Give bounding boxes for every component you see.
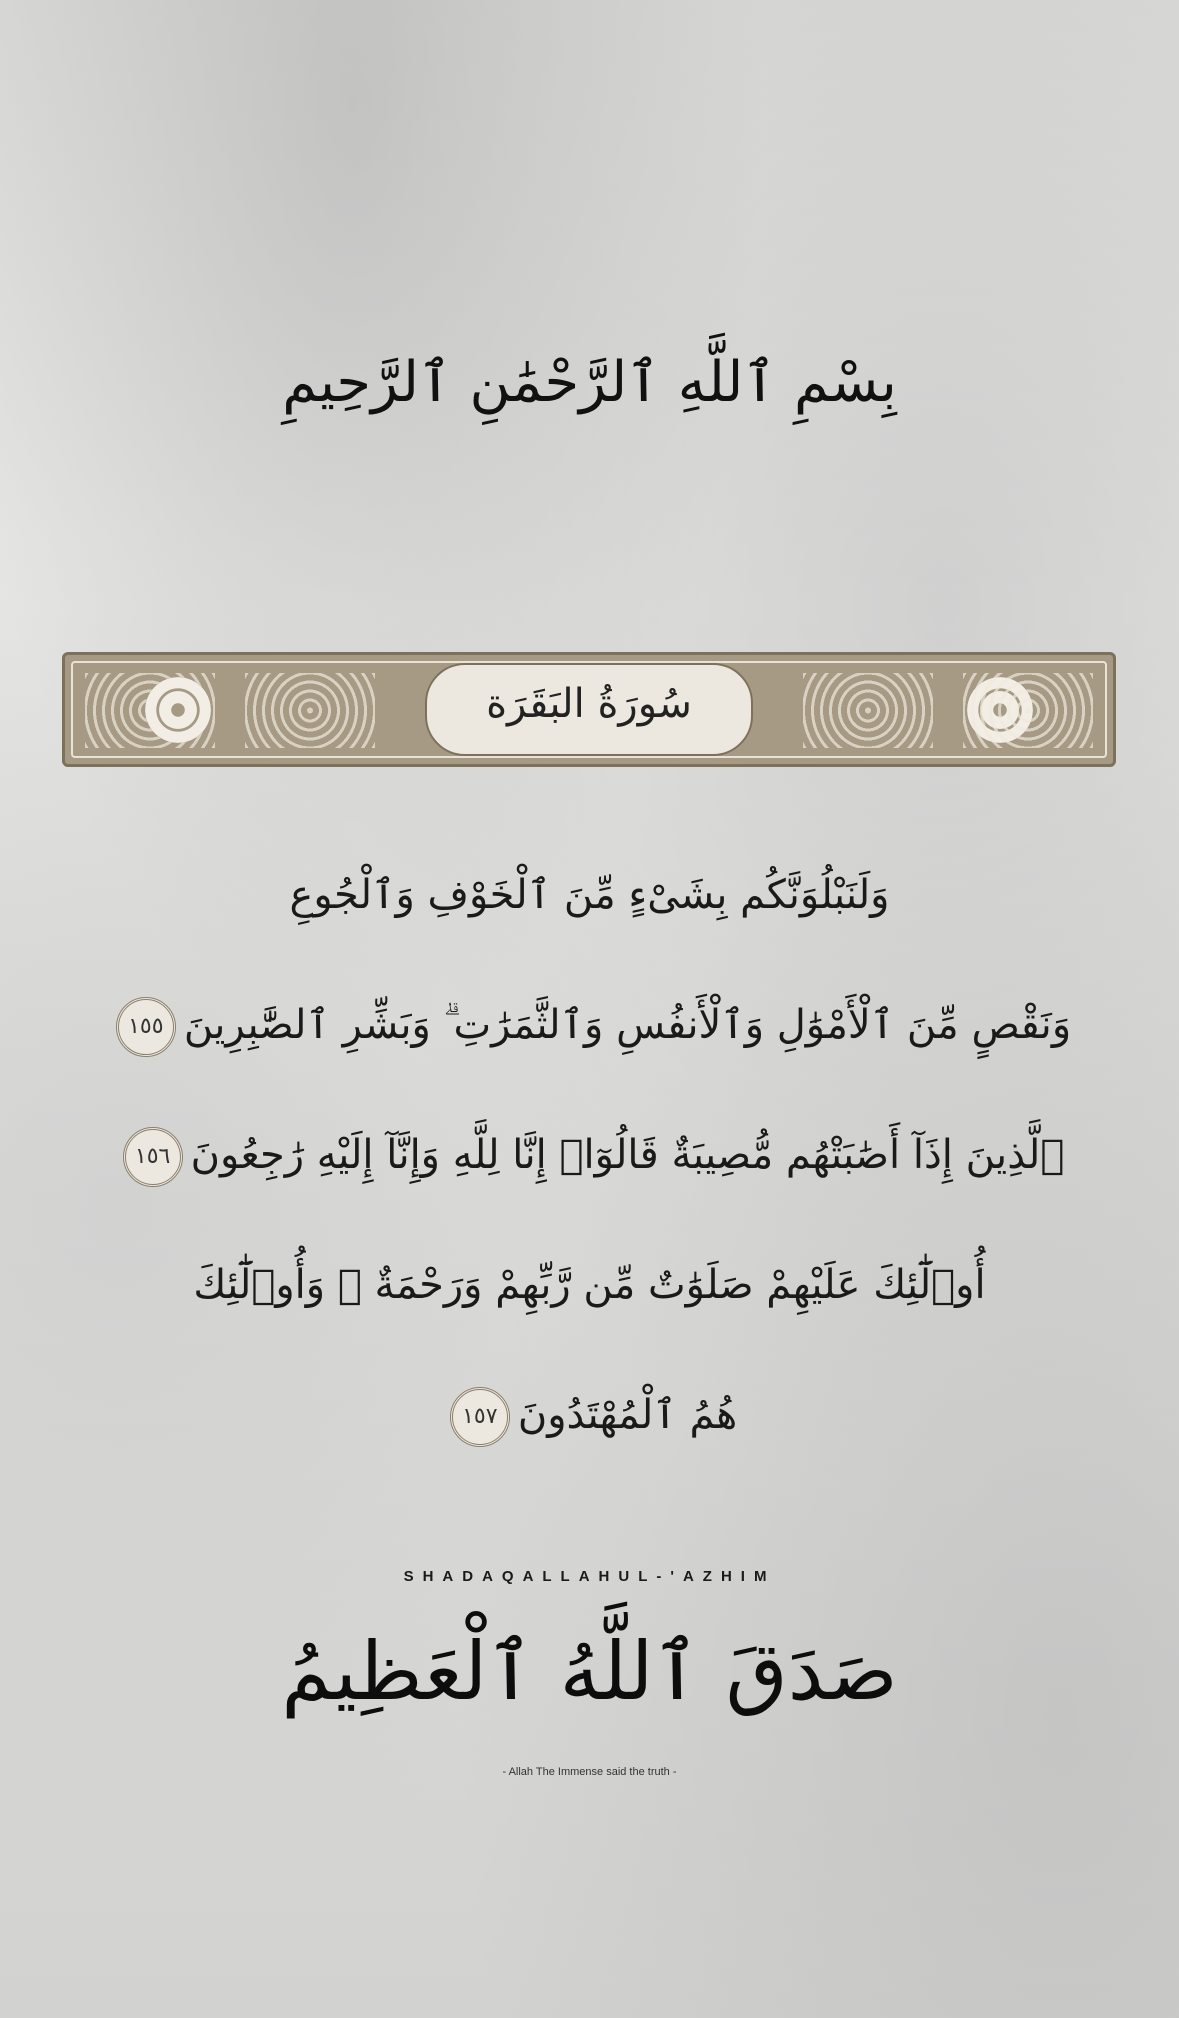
closing-latin: SHADAQALLAHUL-'AZHIM [403,1568,776,1585]
ayah-number-marker: ١٥٧ [450,1387,510,1447]
verse-line [30,960,1149,1090]
bismillah-calligraphy: بِسْمِ ٱللَّهِ ٱلرَّحْمَٰنِ ٱلرَّحِيمِ [282,350,897,415]
ayah-number-marker: ١٥٦ [123,1127,183,1187]
verse-line [30,1090,1149,1220]
verses-block [30,830,1149,1480]
verse-text: أُو۟لَٰٓئِكَ عَلَيْهِمْ صَلَوَٰتٌ مِّن رَّبِّهِمْ وَرَحْمَةٌ ۖ وَأُو۟لَٰٓئِكَ [193,1262,986,1308]
verse-text: ٱلَّذِينَ إِذَآ أَصَٰبَتْهُم مُّصِيبَةٌ قَالُوٓا۟ إِنَّا لِلَّهِ وَإِنَّآ إِلَيْهِ رَٰجِعُونَ [190,1132,1065,1178]
ayah-number-marker: ١٥٥ [116,997,176,1057]
verse-line [30,830,1149,960]
verse-line [30,1220,1149,1350]
closing-translation: - Allah The Immense said the truth - [502,1766,677,1778]
surah-banner [62,652,1116,767]
verse-text: هُمُ ٱلْمُهْتَدُونَ [517,1392,738,1438]
closing-calligraphy: صَدَقَ ٱللَّهُ ٱلْعَظِيمُ [281,1625,898,1718]
verse-text: وَنَقْصٍ مِّنَ ٱلْأَمْوَٰلِ وَٱلْأَنفُسِ وَٱلثَّمَرَٰتِ ۗ وَبَشِّرِ ٱلصَّٰبِرِينَ [183,1002,1072,1048]
verse-text: وَلَنَبْلُوَنَّكُم بِشَىْءٍ مِّنَ ٱلْخَوْفِ وَٱلْجُوعِ [289,872,890,918]
surah-title: سُورَةُ البَقَرَة [486,681,692,727]
verse-line [30,1350,1149,1480]
